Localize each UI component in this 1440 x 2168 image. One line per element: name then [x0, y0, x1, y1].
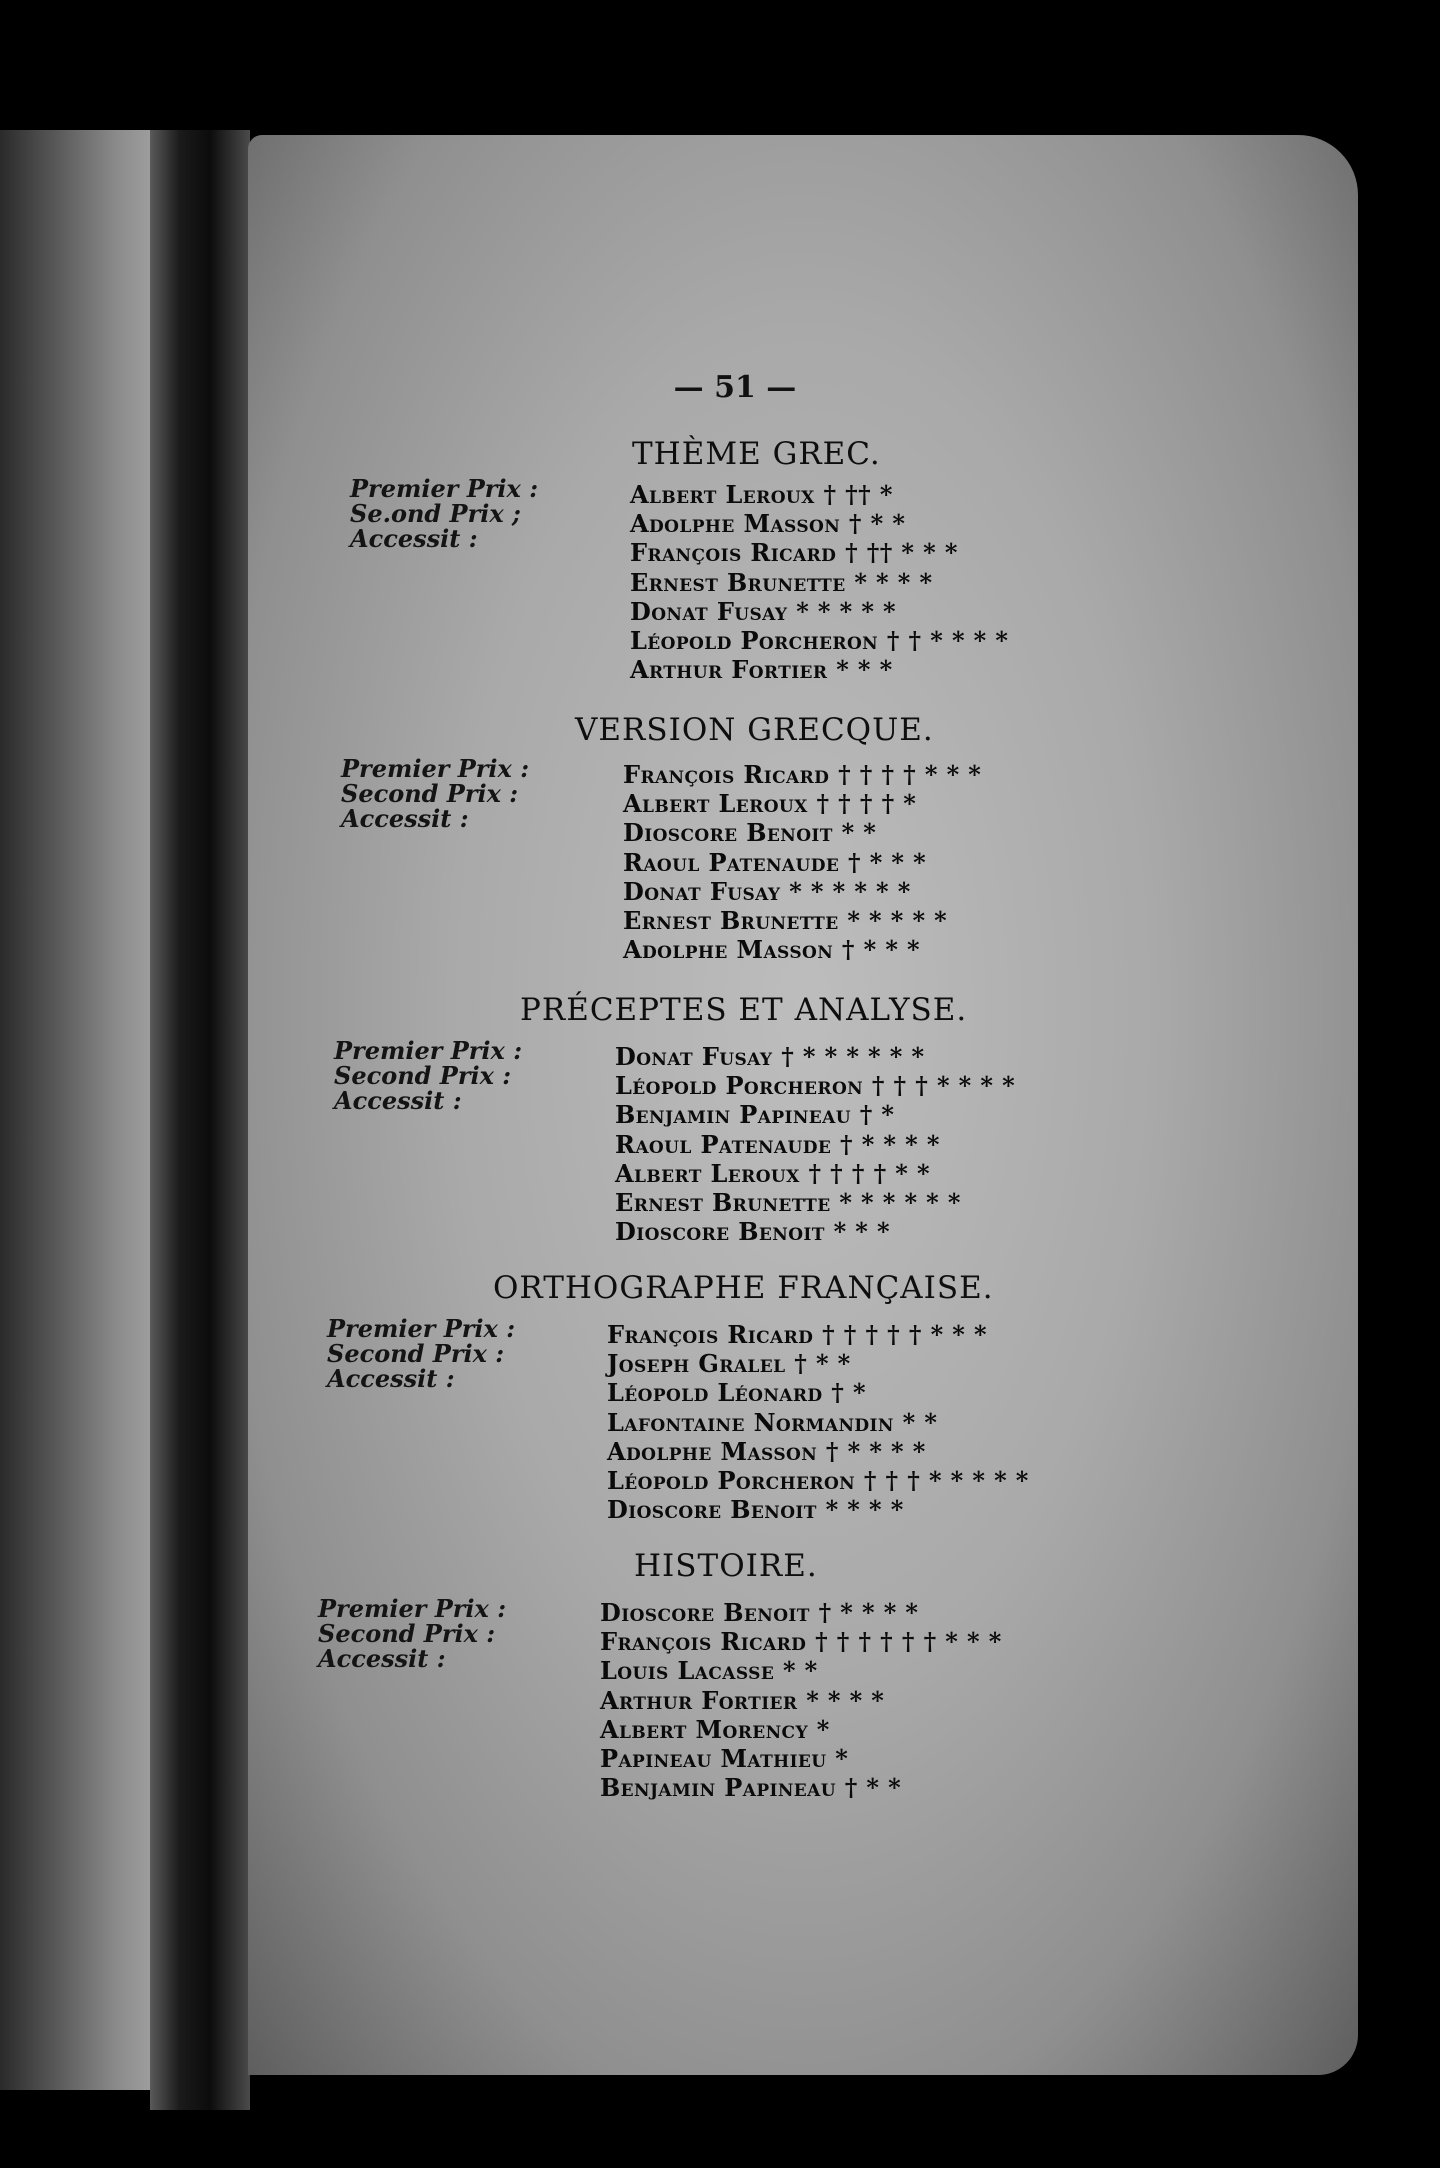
names-list: [630, 480, 1008, 684]
label-second-prize: Se.ond Prix ;: [350, 499, 521, 528]
section-title: THÈME GREC.: [632, 436, 881, 472]
list-item: Lafontaine Normandin * *: [607, 1407, 938, 1437]
list-item: Donat Fusay * * * * *: [630, 596, 896, 626]
list-item: Léopold Porcheron † † † * * * * *: [607, 1466, 1029, 1496]
list-item: Albert Morency *: [600, 1714, 830, 1744]
section-orthographe-francaise: [325, 1270, 1085, 1525]
label-first-prize: Premier Prix :: [334, 1036, 523, 1065]
prize-labels: [341, 756, 541, 831]
section-version-grecque: [335, 712, 1095, 965]
label-accessit: Accessit :: [327, 1364, 455, 1393]
section-histoire: [318, 1548, 1078, 1803]
section-title: ORTHOGRAPHE FRANÇAISE.: [493, 1270, 994, 1306]
label-second-prize: Second Prix :: [327, 1339, 505, 1368]
list-item: Léopold Porcheron † † * * * *: [630, 626, 1009, 656]
prize-labels: [327, 1316, 527, 1391]
label-accessit: Accessit :: [334, 1086, 462, 1115]
list-item: Joseph Gralel † * *: [607, 1349, 851, 1379]
list-item: Dioscore Benoit † * * * *: [600, 1598, 919, 1627]
names-list: [600, 1598, 1002, 1802]
label-accessit: Accessit :: [341, 804, 469, 833]
list-item: Louis Lacasse * *: [600, 1656, 818, 1686]
list-item: Dioscore Benoit * * * *: [607, 1495, 904, 1525]
list-item: Benjamin Papineau † * *: [600, 1773, 902, 1803]
label-first-prize: Premier Prix :: [318, 1594, 507, 1623]
list-item: Dioscore Benoit * * *: [615, 1217, 890, 1247]
list-item: Albert Leroux † † † † * *: [615, 1158, 930, 1188]
list-item: François Ricard † † † † † † * * *: [600, 1627, 1002, 1657]
list-item: Arthur Fortier * * * *: [600, 1685, 885, 1715]
list-item: Albert Leroux † †† *: [630, 480, 893, 509]
list-item: François Ricard † † † † † * * *: [607, 1320, 987, 1349]
book-gutter: [150, 130, 250, 2110]
list-item: François Ricard † †† * * *: [630, 538, 958, 568]
label-first-prize: Premier Prix :: [350, 474, 539, 503]
list-item: Dioscore Benoit * *: [623, 818, 877, 848]
list-item: François Ricard † † † † * * *: [623, 760, 982, 789]
list-item: Arthur Fortier * * *: [630, 655, 893, 685]
list-item: Adolphe Masson † * * * *: [607, 1436, 926, 1466]
list-item: Papineau Mathieu *: [600, 1744, 849, 1774]
names-list: [615, 1042, 1015, 1246]
label-second-prize: Second Prix :: [334, 1061, 512, 1090]
list-item: Benjamin Papineau † *: [615, 1100, 895, 1130]
list-item: Léopold Porcheron † † † * * * *: [615, 1071, 1016, 1101]
list-item: Raoul Patenaude † * * * *: [615, 1129, 940, 1159]
prize-labels: [318, 1596, 518, 1671]
prize-labels: [350, 476, 550, 551]
list-item: Ernest Brunette * * * * * *: [615, 1188, 961, 1218]
label-accessit: Accessit :: [350, 524, 478, 553]
list-item: Donat Fusay * * * * * *: [623, 876, 911, 906]
section-title: HISTOIRE.: [634, 1548, 818, 1584]
label-first-prize: Premier Prix :: [341, 754, 530, 783]
names-list: [623, 760, 981, 964]
list-item: Adolphe Masson † * *: [630, 509, 906, 539]
names-list: [607, 1320, 1029, 1524]
label-second-prize: Second Prix :: [318, 1619, 496, 1648]
prize-labels: [334, 1038, 534, 1113]
section-preceptes-analyse: [330, 992, 1090, 1247]
label-first-prize: Premier Prix :: [327, 1314, 516, 1343]
section-theme-grec: [340, 436, 1100, 685]
label-accessit: Accessit :: [318, 1644, 446, 1673]
list-item: Léopold Léonard † *: [607, 1378, 866, 1408]
list-item: Albert Leroux † † † † *: [623, 789, 917, 819]
page-number: — 51 —: [673, 370, 797, 405]
list-item: Donat Fusay † * * * * * *: [615, 1042, 925, 1071]
list-item: Adolphe Masson † * * *: [623, 935, 920, 965]
list-item: Ernest Brunette * * * *: [630, 567, 933, 597]
section-title: VERSION GRECQUE.: [575, 712, 934, 748]
list-item: Ernest Brunette * * * * *: [623, 906, 948, 936]
label-second-prize: Second Prix :: [341, 779, 519, 808]
list-item: Raoul Patenaude † * * *: [623, 847, 927, 877]
section-title: PRÉCEPTES ET ANALYSE.: [520, 992, 968, 1028]
